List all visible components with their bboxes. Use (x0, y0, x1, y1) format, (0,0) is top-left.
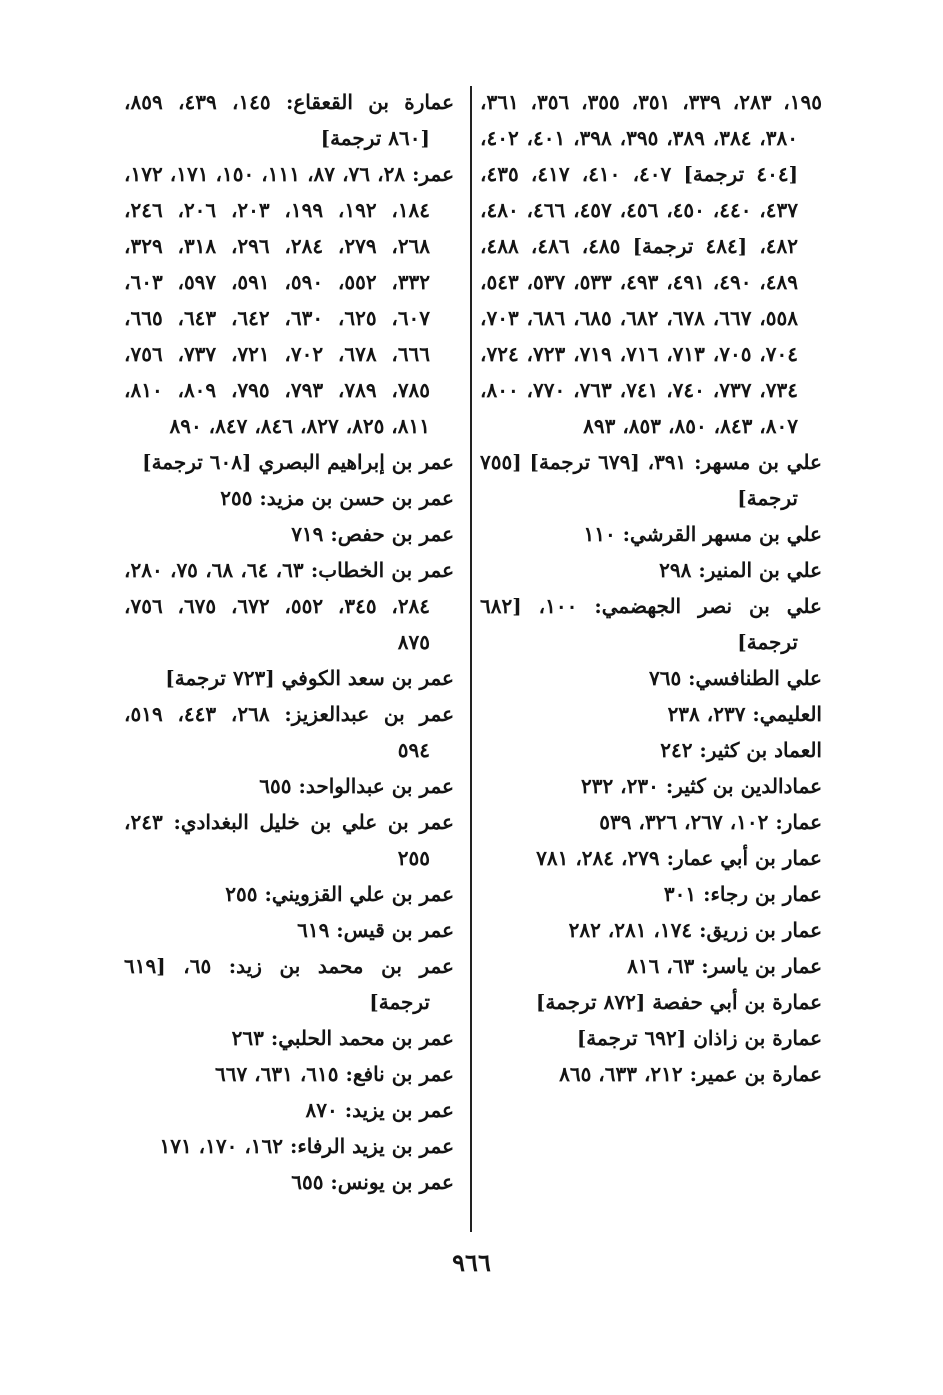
index-entry: عمر بن محمد بن زيد: ٦٥، [٦١٩ ترجمة] (124, 954, 454, 1014)
index-entry: عمر بن سعد الكوفي [٧٢٣ ترجمة] (165, 666, 454, 690)
index-entry: عمادالدين بن كثير: ٢٣٠، ٢٣٢ (580, 774, 822, 798)
index-entry: علي بن مسهر: ٣٩١، [٦٧٩ ترجمة] [٧٥٥ ترجمة] (480, 450, 822, 510)
index-entry: عمر بن يزيد: ٨٧٠ (305, 1098, 454, 1122)
index-entry: عمر: ٢٨، ٧٦، ٨٧، ١١١، ١٥٠، ١٧١، ١٧٢، ١٨٤، ١٩٢، ١٩٩، ٢٠٣، ٢٠٦، ٢٤٦، ٢٦٨، ٢٧٩، ٢٨٤، ٢٩٦، ٣١٨، ٣٢٩، ٣٣٢، ٥٥٢، ٥٩٠، ٥٩١، ٥٩٧، ٦٠٣، ٦٠٧، ٦٢٥، ٦٣٠، ٦٤٢، ٦٤٣، ٦٦٥، ٦٦٦، ٦٧٨، ٧٠٢، ٧٢١، ٧٣٧، ٧٥٦، ٧٨٥، ٧٨٩، ٧٩٣، ٧٩٥، ٨٠٩، ٨١٠، ٨١١، ٨٢٥، ٨٢٧، ٨٤٦، ٨٤٧، ٨٩٠ (124, 162, 455, 438)
index-entry: عمر بن حفص: ٧١٩ (291, 522, 454, 546)
index-entry: العليمي: ٢٣٧، ٢٣٨ (667, 702, 822, 726)
index-entry: عمر بن حسن بن مزيد: ٢٥٥ (220, 486, 454, 510)
index-entry: علي بن المنير: ٢٩٨ (659, 558, 822, 582)
index-entry: عمار بن زريق: ١٧٤، ٢٨١، ٢٨٢ (568, 918, 822, 942)
index-entry: عمر بن علي بن خليل البغدادي: ٢٤٣، ٢٥٥ (124, 810, 454, 870)
index-entry: علي الطنافسي: ٧٦٥ (648, 666, 822, 690)
index-entry: عمارة بن زاذان [٦٩٢ ترجمة] (576, 1026, 822, 1050)
index-entry: عمر بن علي القزويني: ٢٥٥ (225, 882, 454, 906)
index-entry: عمارة بن أبي حفصة [٨٧٢ ترجمة] (535, 990, 822, 1014)
index-entry: عمار بن رجاء: ٣٠١ (663, 882, 822, 906)
index-column-right (480, 84, 822, 1092)
index-entry: عمر بن يونس: ٦٥٥ (291, 1170, 454, 1194)
index-entry: عمارة بن القعقاع: ١٤٥، ٤٣٩، ٨٥٩، [٨٦٠ ترجمة] (124, 90, 454, 150)
index-entry: عمر بن الخطاب: ٦٣، ٦٤، ٦٨، ٧٥، ٢٨٠، ٢٨٤، ٣٤٥، ٥٥٢، ٦٧٢، ٦٧٥، ٧٥٦، ٨٧٥ (124, 558, 454, 654)
index-entry: عمر بن عبدالواحد: ٦٥٥ (259, 774, 454, 798)
index-entry: عمر بن عبدالعزيز: ٢٦٨، ٤٤٣، ٥١٩، ٥٩٤ (124, 702, 454, 762)
index-entry: عمر بن يزيد الرفاء: ١٦٢، ١٧٠، ١٧١ (159, 1134, 454, 1158)
index-entry: عمر بن نافع: ٦١٥، ٦٣١، ٦٦٧ (214, 1062, 454, 1086)
index-entry: العماد بن كثير: ٢٤٢ (660, 738, 822, 762)
index-entry: عمار بن ياسر: ٦٣، ٨١٦ (627, 954, 822, 978)
index-entry: عمار: ١٠٢، ٢٦٧، ٣٢٦، ٥٣٩ (599, 810, 822, 834)
index-entry: عمر بن إبراهيم البصري [٦٠٨ ترجمة] (142, 450, 454, 474)
index-entry: علي بن مسهر القرشي: ١١٠ (583, 522, 822, 546)
index-entry: عمر بن محمد الحلبي: ٢٦٣ (231, 1026, 454, 1050)
index-entry: عمارة بن عمير: ٢١٢، ٦٣٣، ٨٦٥ (559, 1062, 822, 1086)
index-entry: عمر بن قيس: ٦١٩ (297, 918, 454, 942)
page-number: ٩٦٦ (452, 1248, 491, 1277)
index-entry: ١٩٥، ٢٨٣، ٣٣٩، ٣٥١، ٣٥٥، ٣٥٦، ٣٦١، ٣٨٠، ٣٨٤، ٣٨٩، ٣٩٥، ٣٩٨، ٤٠١، ٤٠٢، [٤٠٤ ترجمة] ٤٠٧، ٤١٠، ٤١٧، ٤٣٥، ٤٣٧، ٤٤٠، ٤٥٠، ٤٥٦، ٤٥٧، ٤٦٦، ٤٨٠، ٤٨٢، [٤٨٤ ترجمة] ٤٨٥، ٤٨٦، ٤٨٨، ٤٨٩، ٤٩٠، ٤٩١، ٤٩٣، ٥٣٣، ٥٣٧، ٥٤٣، ٥٥٨، ٦٦٧، ٦٧٨، ٦٨٢، ٦٨٥، ٦٨٦، ٧٠٣، ٧٠٤، ٧٠٥، ٧١٣، ٧١٦، ٧١٩، ٧٢٣، ٧٢٤، ٧٣٤، ٧٣٧، ٧٤٠، ٧٤١، ٧٦٣، ٧٧٠، ٨٠٠، ٨٠٧، ٨٤٣، ٨٥٠، ٨٥٣، ٨٩٣ (480, 90, 822, 438)
index-entry: علي بن نصر الجهضمي: ١٠٠، [٦٨٢ ترجمة] (480, 594, 822, 654)
column-divider (470, 86, 472, 1232)
index-entry: عمار بن أبي عمار: ٢٧٩، ٢٨٤، ٧٨١ (536, 846, 822, 870)
index-column-left (124, 84, 454, 1200)
